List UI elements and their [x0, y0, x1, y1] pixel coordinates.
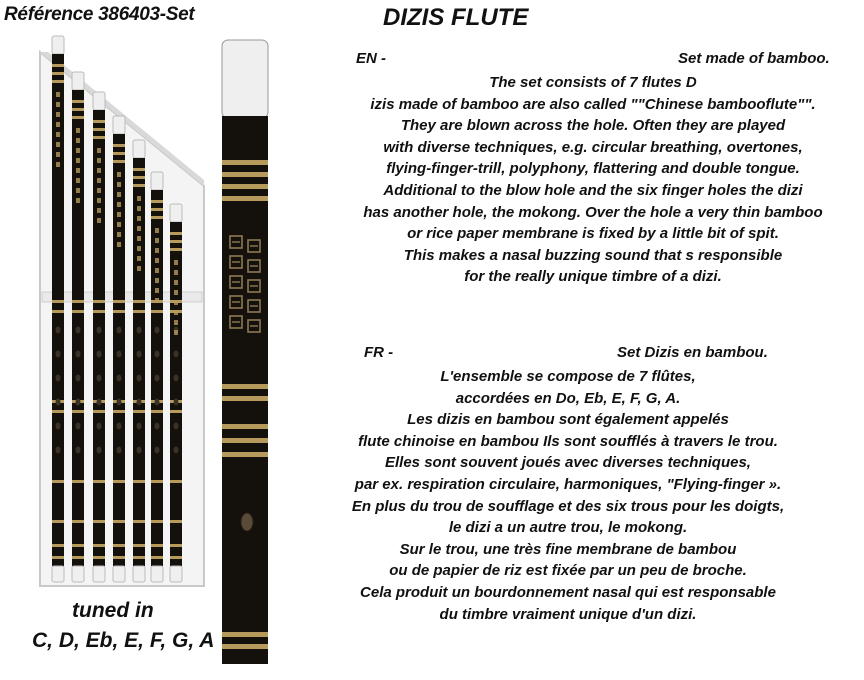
finger-hole: [56, 423, 61, 430]
engraving: [76, 158, 80, 163]
big-flute-band: [222, 438, 268, 443]
big-flute-cap: [222, 40, 268, 118]
flute-band: [93, 544, 105, 547]
engraving: [117, 182, 121, 187]
finger-hole: [97, 447, 102, 454]
engraving: [174, 320, 178, 325]
flute-band: [113, 160, 125, 163]
flute-band: [93, 300, 105, 303]
engraving: [137, 266, 141, 271]
flute-band: [133, 176, 145, 179]
flute-band: [113, 410, 125, 413]
flute-band: [113, 310, 125, 313]
en-line: has another hole, the mokong. Over the hole a very thin bamboo: [363, 203, 823, 221]
finger-hole: [97, 327, 102, 334]
finger-hole: [174, 423, 179, 430]
flute-band: [151, 480, 163, 483]
en-line: This makes a nasal buzzing sound that s responsible: [403, 246, 783, 264]
fr-line: Elles sont souvent joués avec diverses techniques,: [385, 454, 751, 472]
en-tag: EN -: [356, 50, 386, 67]
engraving: [174, 290, 178, 295]
engraving: [117, 192, 121, 197]
finger-hole: [117, 399, 122, 406]
engraving: [76, 198, 80, 203]
flute-band: [170, 248, 182, 251]
fr-line: par ex. respiration circulaire, harmoniques, "Flying-finger ».: [354, 475, 782, 493]
engraving: [76, 178, 80, 183]
flute-band: [170, 520, 182, 523]
finger-hole: [155, 447, 160, 454]
flute-band: [93, 410, 105, 413]
finger-hole: [155, 423, 160, 430]
finger-hole: [155, 327, 160, 334]
flute-band: [113, 520, 125, 523]
fr-tag: FR -: [364, 344, 394, 361]
product-title: DIZIS FLUTE: [383, 4, 529, 31]
engraving: [97, 148, 101, 153]
flute-end-cap: [72, 566, 84, 582]
fr-line: L'ensemble se compose de 7 flûtes,: [440, 368, 696, 385]
en-line: Additional to the blow hole and the six finger holes the dizi: [383, 181, 803, 199]
finger-hole: [174, 447, 179, 454]
flute-band: [72, 410, 84, 413]
en-line: with diverse techniques, e.g. circular breathing, overtones,: [383, 138, 803, 156]
flute-band: [170, 410, 182, 413]
finger-hole: [97, 399, 102, 406]
engraving: [76, 188, 80, 193]
en-line: flying-finger-trill, polyphony, flattering and double tongue.: [386, 160, 800, 178]
finger-hole: [76, 327, 81, 334]
fr-line: Les dizis en bambou sont également appelés: [407, 411, 729, 429]
engraving: [56, 152, 60, 157]
finger-hole: [155, 351, 160, 358]
finger-hole: [97, 375, 102, 382]
engraving: [137, 256, 141, 261]
flute-end-cap: [52, 566, 64, 582]
flute-band: [170, 232, 182, 235]
fr-line: le dizi a un autre trou, le mokong.: [448, 519, 688, 537]
flute-band: [113, 544, 125, 547]
engraving: [56, 92, 60, 97]
flute-band: [151, 216, 163, 219]
big-flute-band: [222, 644, 268, 649]
big-flute-band: [222, 424, 268, 429]
fr-heading: Set Dizis en bambou.: [617, 344, 768, 361]
finger-hole: [155, 399, 160, 406]
big-flute-band: [222, 196, 268, 201]
flute-band: [133, 300, 145, 303]
fr-line: ou de papier de riz est fixée par un peu de broche.: [389, 562, 747, 580]
engraving: [97, 168, 101, 173]
engraving: [137, 246, 141, 251]
flute-band: [133, 556, 145, 559]
flute-band: [170, 480, 182, 483]
reference-number: Référence 386403-Set: [4, 4, 195, 25]
flute-band: [72, 300, 84, 303]
engraving: [137, 206, 141, 211]
engraving: [97, 178, 101, 183]
engraving: [97, 188, 101, 193]
flute-band: [93, 480, 105, 483]
flute-band: [170, 544, 182, 547]
finger-hole: [56, 399, 61, 406]
fr-line: accordées en Do, Eb, E, F, G, A.: [455, 389, 681, 407]
engraving: [97, 208, 101, 213]
flute-band: [113, 300, 125, 303]
fr-line: du timbre vraiment unique d'un dizi.: [439, 605, 697, 623]
engraving: [117, 242, 121, 247]
flute-cap: [52, 36, 64, 54]
tuned-keys: C, D, Eb, E, F, G, A: [32, 629, 215, 652]
finger-hole: [174, 375, 179, 382]
flute-band: [72, 116, 84, 119]
en-line: They are blown across the hole. Often they are played: [400, 117, 786, 135]
engraving: [155, 268, 159, 273]
engraving: [76, 168, 80, 173]
flute-band: [52, 480, 64, 483]
flute-band: [93, 136, 105, 139]
engraving: [97, 158, 101, 163]
engraving: [174, 330, 178, 335]
engraving: [155, 238, 159, 243]
big-flute-band: [222, 632, 268, 637]
flute-cap: [72, 72, 84, 90]
engraving: [155, 258, 159, 263]
flute-band: [113, 556, 125, 559]
fr-line: Cela produit un bourdonnement nasal qui est responsable: [360, 583, 776, 601]
engraving: [174, 300, 178, 305]
en-description: [323, 72, 863, 288]
engraving: [97, 218, 101, 223]
flute-band: [52, 520, 64, 523]
finger-hole: [137, 447, 142, 454]
flute-band: [151, 208, 163, 211]
flute-band: [52, 556, 64, 559]
flute-band: [133, 410, 145, 413]
finger-hole: [56, 447, 61, 454]
engraving: [174, 280, 178, 285]
flute-end-cap: [133, 566, 145, 582]
finger-hole: [155, 375, 160, 382]
flute-band: [93, 556, 105, 559]
en-line: izis made of bamboo are also called ""Chinese bambooflute"".: [370, 95, 816, 113]
en-heading: Set made of bamboo.: [678, 50, 830, 67]
en-line: The set consists of 7 flutes D: [489, 74, 697, 91]
finger-hole: [76, 423, 81, 430]
flute-band: [133, 544, 145, 547]
flute-band: [170, 240, 182, 243]
finger-hole: [137, 399, 142, 406]
engraving: [174, 260, 178, 265]
blow-hole: [241, 513, 253, 531]
engraving: [97, 198, 101, 203]
flute-band: [151, 544, 163, 547]
fr-line: flute chinoise en bambou Ils sont soufflés à travers le trou.: [358, 432, 778, 450]
finger-hole: [76, 375, 81, 382]
flute-body: [113, 134, 125, 566]
finger-hole: [117, 423, 122, 430]
big-flute-band: [222, 384, 268, 389]
flute-band: [151, 310, 163, 313]
large-flute: [222, 40, 268, 664]
engraving: [56, 132, 60, 137]
engraving: [155, 278, 159, 283]
flute-band: [151, 520, 163, 523]
flute-band: [133, 480, 145, 483]
finger-hole: [174, 351, 179, 358]
engraving: [76, 138, 80, 143]
finger-hole: [137, 375, 142, 382]
engraving: [137, 226, 141, 231]
fr-line: En plus du trou de soufflage et des six trous pour les doigts,: [351, 497, 785, 515]
engraving: [155, 288, 159, 293]
flute-end-cap: [151, 566, 163, 582]
flute-end-cap: [170, 566, 182, 582]
flute-end-cap: [93, 566, 105, 582]
engraving: [155, 228, 159, 233]
engraving: [137, 216, 141, 221]
engraving: [56, 162, 60, 167]
engraving: [117, 222, 121, 227]
flute-band: [113, 144, 125, 147]
flute-band: [93, 120, 105, 123]
finger-hole: [97, 351, 102, 358]
engraving: [137, 236, 141, 241]
finger-hole: [137, 327, 142, 334]
flute-band: [93, 310, 105, 313]
engraving: [155, 298, 159, 303]
flute-band: [133, 310, 145, 313]
flute-band: [133, 520, 145, 523]
engraving: [56, 112, 60, 117]
flute-band: [52, 80, 64, 83]
big-flute-band: [222, 172, 268, 177]
flute-band: [52, 544, 64, 547]
finger-hole: [76, 447, 81, 454]
tuned-label: tuned in: [72, 599, 154, 622]
en-line: for the really unique timbre of a dizi.: [464, 268, 722, 286]
flute-cap: [133, 140, 145, 158]
finger-hole: [76, 351, 81, 358]
big-flute-band: [222, 184, 268, 189]
flute-cap: [151, 172, 163, 190]
flute-band: [113, 152, 125, 155]
flute-cap: [170, 204, 182, 222]
flute-band: [170, 556, 182, 559]
engraving: [56, 102, 60, 107]
finger-hole: [56, 327, 61, 334]
engraving: [56, 122, 60, 127]
finger-hole: [117, 327, 122, 334]
engraving: [76, 128, 80, 133]
flute-band: [133, 168, 145, 171]
flute-band: [72, 100, 84, 103]
finger-hole: [117, 375, 122, 382]
big-flute-band: [222, 452, 268, 457]
flute-band: [113, 480, 125, 483]
fr-description: [298, 366, 838, 625]
finger-hole: [137, 351, 142, 358]
flute-band: [72, 544, 84, 547]
finger-hole: [97, 423, 102, 430]
big-flute-band: [222, 160, 268, 165]
engraving: [137, 196, 141, 201]
tuning-caption: [32, 596, 222, 656]
flute-band: [52, 310, 64, 313]
flute-band: [72, 310, 84, 313]
engraving: [56, 142, 60, 147]
flute-band: [72, 480, 84, 483]
engraving: [155, 248, 159, 253]
engraving: [76, 148, 80, 153]
flute-band: [72, 108, 84, 111]
engraving: [117, 172, 121, 177]
engraving: [174, 310, 178, 315]
flute-end-cap: [113, 566, 125, 582]
flute-band: [151, 556, 163, 559]
flute-band: [52, 300, 64, 303]
finger-hole: [174, 399, 179, 406]
flute-band: [133, 184, 145, 187]
flute-cap: [113, 116, 125, 134]
flute-band: [93, 520, 105, 523]
engraving: [117, 232, 121, 237]
en-line: or rice paper membrane is fixed by a little bit of spit.: [407, 225, 779, 243]
engraving: [117, 202, 121, 207]
finger-hole: [117, 351, 122, 358]
flute-band: [52, 410, 64, 413]
flute-band: [52, 64, 64, 67]
finger-hole: [56, 351, 61, 358]
flute-cap: [93, 92, 105, 110]
flute-band: [151, 410, 163, 413]
finger-hole: [117, 447, 122, 454]
fr-line: Sur le trou, une très fine membrane de bambou: [399, 540, 737, 558]
flute-band: [52, 72, 64, 75]
flute-band: [151, 200, 163, 203]
finger-hole: [137, 423, 142, 430]
engraving: [117, 212, 121, 217]
flute-band: [72, 520, 84, 523]
finger-hole: [76, 399, 81, 406]
finger-hole: [56, 375, 61, 382]
flute-band: [93, 128, 105, 131]
engraving: [174, 270, 178, 275]
flute-band: [72, 556, 84, 559]
big-flute-band: [222, 396, 268, 401]
